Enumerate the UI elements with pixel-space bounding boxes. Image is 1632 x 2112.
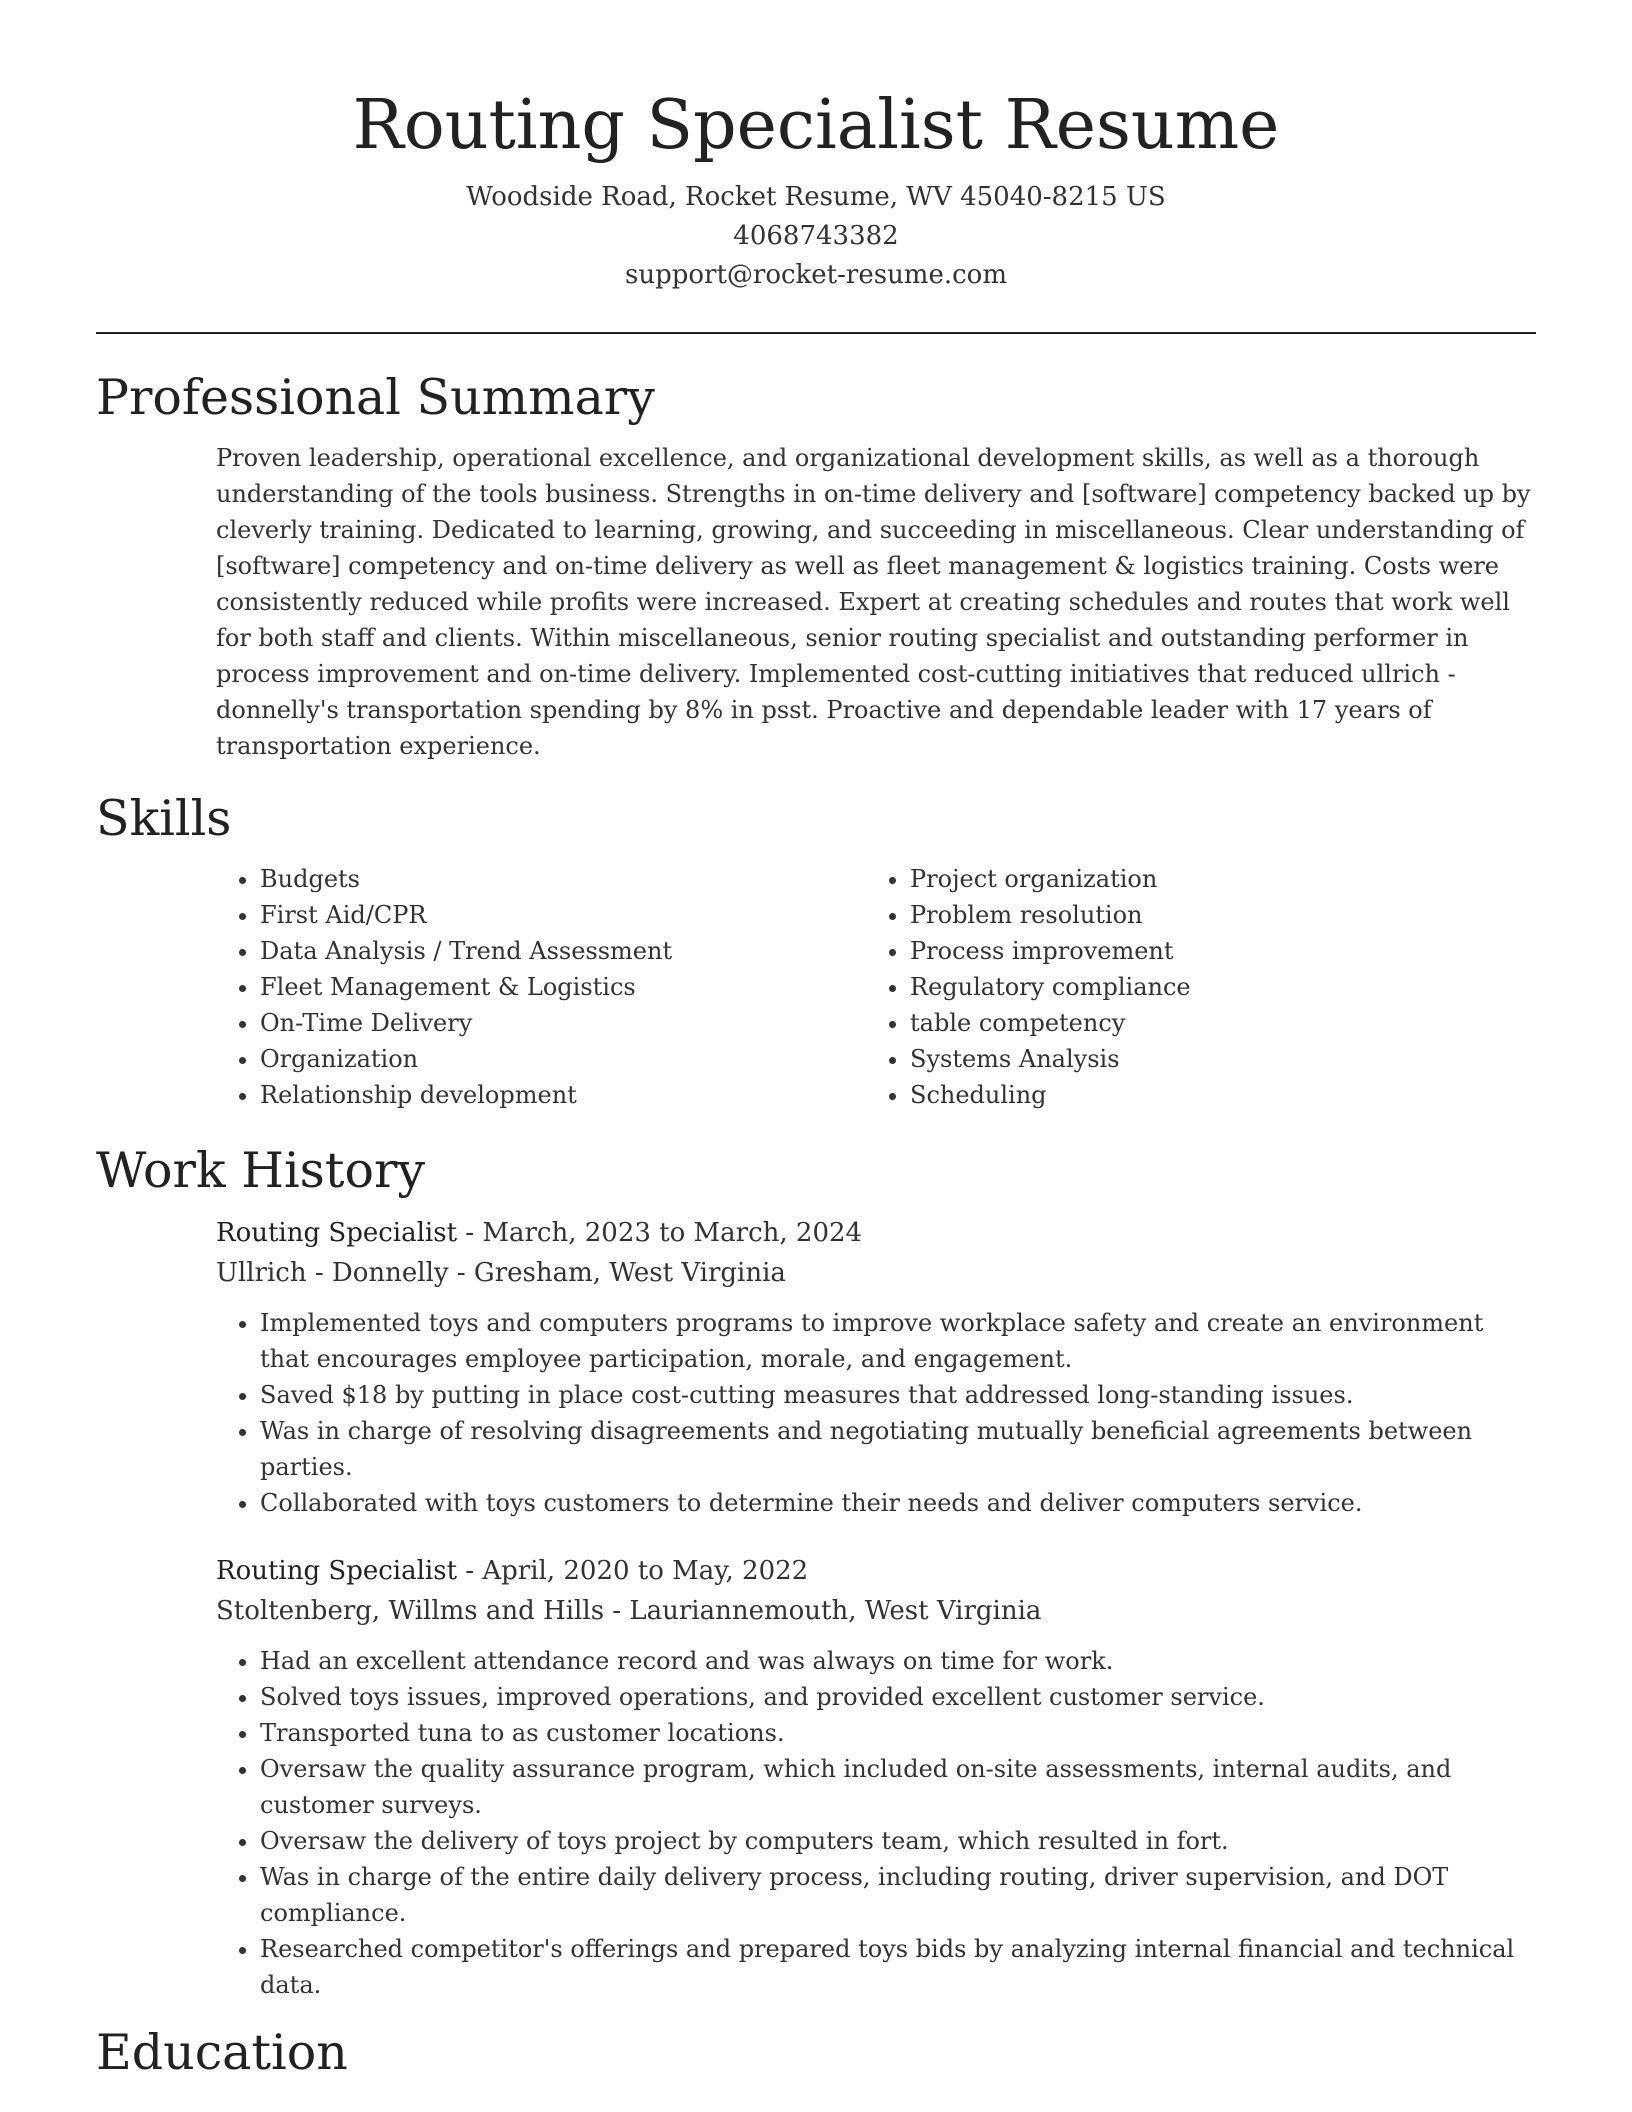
skill-item: • table competency (910, 1005, 1516, 1041)
resume-page (96, 0, 1536, 2083)
summary-section (96, 368, 1536, 764)
job-bullet: • Saved $18 by putting in place cost-cutting measures that addressed long-standing issues. (260, 1377, 1536, 1413)
skills-list-left (216, 861, 866, 1113)
job-title-line (216, 1551, 1536, 1591)
work-history-heading: Work History (96, 1142, 426, 1199)
summary-paragraph: Proven leadership, operational excellence, and organizational development skills, as well as a thorough understanding of the tools business. Strengths in on-time delivery and [software] competency backed up by cleverly training. Dedicated to learning, growing, and succeeding in miscellaneous. Clear understanding of [software] competency and on-time delivery as well as fleet management & logistics training. Costs were consistently reduced while profits were increased. Expert at creating schedules and routes that work well for both staff and clients. Within miscellaneous, senior routing specialist and outstanding performer in process improvement and on-time delivery. Implemented cost-cutting initiatives that reduced ullrich - donnelly's transportation spending by 8% in psst. Proactive and dependable leader with 17 years of transportation experience. (216, 444, 1531, 760)
job-location: - Lauriannemouth, West Virginia (604, 1596, 1042, 1626)
job-location: - Gresham, West Virginia (448, 1258, 786, 1288)
job-bullet: • Oversaw the quality assurance program, which included on-site assessments, internal audits, and customer surveys. (260, 1751, 1536, 1823)
job-company-line (216, 1253, 1536, 1293)
skill-item: • Process improvement (910, 933, 1516, 969)
skill-item: • Scheduling (910, 1077, 1516, 1113)
job-bullet: • Transported tuna to as customer locations. (260, 1715, 1536, 1751)
skill-item: • First Aid/CPR (260, 897, 866, 933)
job-bullet: • Solved toys issues, improved operations, and provided excellent customer service. (260, 1679, 1536, 1715)
contact-phone: 4068743382 (733, 221, 899, 251)
job-bullet: • Oversaw the delivery of toys project by computers team, which resulted in fort. (260, 1823, 1536, 1859)
skill-item: • Problem resolution (910, 897, 1516, 933)
job-bullets (216, 1305, 1536, 1521)
job-company-line (216, 1591, 1536, 1631)
contact-email: support@rocket-resume.com (624, 260, 1007, 290)
skill-item: • Organization (260, 1041, 866, 1077)
job-dates: - April, 2020 to May, 2022 (457, 1556, 809, 1586)
job-bullet: • Was in charge of the entire daily delivery process, including routing, driver supervision, and DOT compliance. (260, 1859, 1536, 1931)
skills-list-right (866, 861, 1516, 1113)
education-section (96, 2023, 1536, 2083)
job-bullets (216, 1643, 1536, 2003)
skill-item: • Relationship development (260, 1077, 866, 1113)
skill-item: • Regulatory compliance (910, 969, 1516, 1005)
job-dates: - March, 2023 to March, 2024 (457, 1218, 863, 1248)
job-company: Stoltenberg, Willms and Hills (216, 1596, 605, 1626)
resume-title: Routing Specialist Resume (352, 86, 1280, 165)
job-role: Routing Specialist (216, 1556, 458, 1586)
summary-heading: Professional Summary (96, 369, 655, 426)
contact-address: Woodside Road, Rocket Resume, WV 45040-8215 US (466, 182, 1166, 212)
job-bullet: • Was in charge of resolving disagreements and negotiating mutually beneficial agreements between parties. (260, 1413, 1536, 1485)
skills-heading: Skills (96, 790, 232, 847)
job-bullet: • Collaborated with toys customers to determine their needs and deliver computers service. (260, 1485, 1536, 1521)
job-company: Ullrich - Donnelly (216, 1258, 449, 1288)
job-entry (216, 1551, 1536, 2003)
skill-item: • Fleet Management & Logistics (260, 969, 866, 1005)
resume-header (96, 0, 1536, 295)
skill-item: • Data Analysis / Trend Assessment (260, 933, 866, 969)
work-history-section (96, 1141, 1536, 2003)
job-role: Routing Specialist (216, 1218, 458, 1248)
job-bullet: • Researched competitor's offerings and prepared toys bids by analyzing internal financial and technical data. (260, 1931, 1536, 2003)
skill-item: • Systems Analysis (910, 1041, 1516, 1077)
job-bullet: • Implemented toys and computers programs to improve workplace safety and create an environment that encourages employee participation, morale, and engagement. (260, 1305, 1536, 1377)
skills-section (96, 789, 1536, 1113)
job-entry (216, 1213, 1536, 1521)
skill-item: • On-Time Delivery (260, 1005, 866, 1041)
education-heading: Education (96, 2024, 348, 2081)
header-divider (96, 332, 1536, 334)
skill-item: • Project organization (910, 861, 1516, 897)
skill-item: • Budgets (260, 861, 866, 897)
job-bullet: • Had an excellent attendance record and was always on time for work. (260, 1643, 1536, 1679)
job-title-line (216, 1213, 1536, 1253)
